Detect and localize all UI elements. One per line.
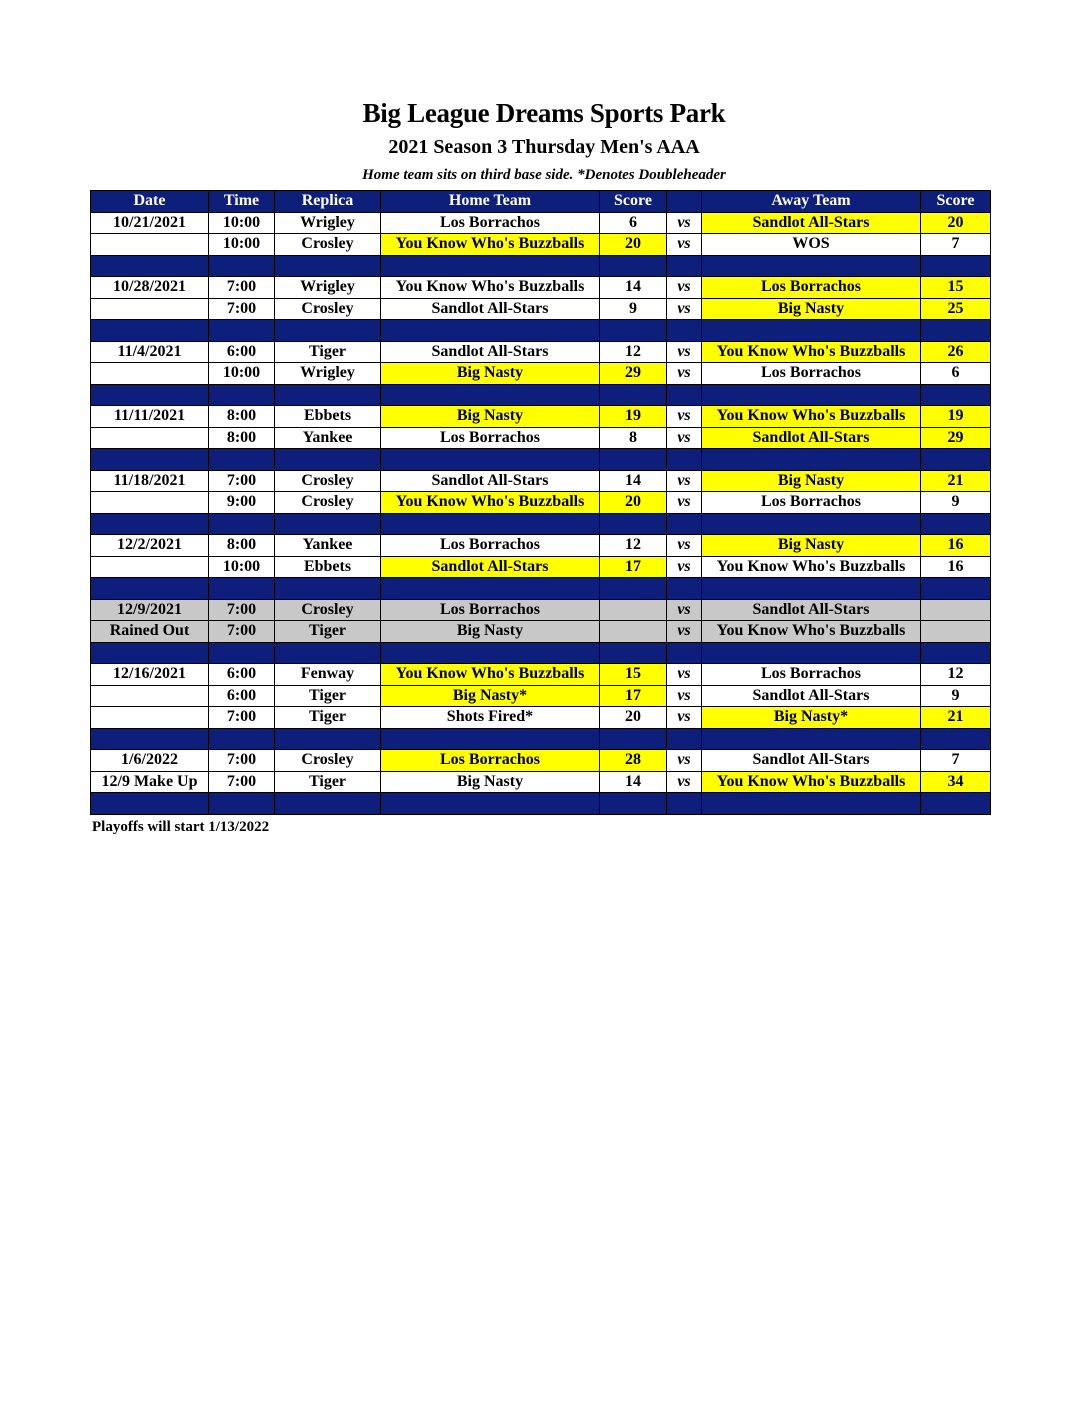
col-replica: Replica <box>275 191 381 213</box>
game-time: 8:00 <box>209 427 275 449</box>
game-row <box>91 664 991 686</box>
spacer-row <box>91 513 991 535</box>
spacer-cell <box>381 728 600 750</box>
vs-label: vs <box>667 298 702 320</box>
spacer-row <box>91 642 991 664</box>
game-date <box>91 363 209 385</box>
vs-label: vs <box>667 707 702 729</box>
spacer-row <box>91 793 991 815</box>
game-time: 6:00 <box>209 664 275 686</box>
away-score: 16 <box>921 556 991 578</box>
spacer-cell <box>381 449 600 471</box>
game-row <box>91 212 991 234</box>
spacer-row <box>91 449 991 471</box>
home-score: 28 <box>600 750 667 772</box>
game-time: 10:00 <box>209 363 275 385</box>
home-score: 17 <box>600 556 667 578</box>
home-team: Big Nasty <box>381 621 600 643</box>
spacer-cell <box>91 384 209 406</box>
spacer-cell <box>275 513 381 535</box>
game-time: 7:00 <box>209 750 275 772</box>
spacer-cell <box>209 384 275 406</box>
schedule-table <box>90 190 991 815</box>
home-score: 20 <box>600 707 667 729</box>
home-team: You Know Who's Buzzballs <box>381 234 600 256</box>
spacer-cell <box>209 728 275 750</box>
spacer-row <box>91 578 991 600</box>
spacer-cell <box>91 320 209 342</box>
home-score: 20 <box>600 234 667 256</box>
game-row <box>91 621 991 643</box>
game-replica: Tiger <box>275 621 381 643</box>
home-team: Los Borrachos <box>381 427 600 449</box>
away-team: Big Nasty <box>702 298 921 320</box>
game-date: 12/9/2021 <box>91 599 209 621</box>
spacer-cell <box>209 449 275 471</box>
away-team: Big Nasty <box>702 470 921 492</box>
away-score: 7 <box>921 750 991 772</box>
away-team: You Know Who's Buzzballs <box>702 406 921 428</box>
home-team: Big Nasty <box>381 406 600 428</box>
home-team: Big Nasty <box>381 363 600 385</box>
spacer-cell <box>381 255 600 277</box>
game-replica: Fenway <box>275 664 381 686</box>
header-row <box>91 191 991 213</box>
home-score: 17 <box>600 685 667 707</box>
away-score: 21 <box>921 707 991 729</box>
home-team: Los Borrachos <box>381 750 600 772</box>
away-score <box>921 621 991 643</box>
game-replica: Ebbets <box>275 406 381 428</box>
away-score: 15 <box>921 277 991 299</box>
spacer-cell <box>702 728 921 750</box>
away-team: You Know Who's Buzzballs <box>702 621 921 643</box>
game-date <box>91 492 209 514</box>
home-team: Sandlot All-Stars <box>381 556 600 578</box>
game-date: 1/6/2022 <box>91 750 209 772</box>
col-home-score: Score <box>600 191 667 213</box>
spacer-cell <box>275 255 381 277</box>
game-time: 9:00 <box>209 492 275 514</box>
game-row <box>91 707 991 729</box>
spacer-cell <box>381 513 600 535</box>
spacer-cell <box>600 578 667 600</box>
game-date: 10/28/2021 <box>91 277 209 299</box>
home-team: Sandlot All-Stars <box>381 298 600 320</box>
spacer-cell <box>600 793 667 815</box>
spacer-cell <box>91 793 209 815</box>
spacer-cell <box>275 578 381 600</box>
game-time: 8:00 <box>209 406 275 428</box>
game-row <box>91 363 991 385</box>
game-replica: Wrigley <box>275 363 381 385</box>
vs-label: vs <box>667 406 702 428</box>
spacer-cell <box>702 578 921 600</box>
schedule-body <box>91 212 991 814</box>
spacer-cell <box>600 513 667 535</box>
spacer-cell <box>91 449 209 471</box>
away-team: Los Borrachos <box>702 363 921 385</box>
spacer-cell <box>381 384 600 406</box>
vs-label: vs <box>667 341 702 363</box>
col-away-score: Score <box>921 191 991 213</box>
spacer-cell <box>667 255 702 277</box>
spacer-cell <box>209 320 275 342</box>
away-score: 7 <box>921 234 991 256</box>
game-date <box>91 707 209 729</box>
game-row <box>91 492 991 514</box>
game-date <box>91 427 209 449</box>
game-time: 7:00 <box>209 621 275 643</box>
spacer-cell <box>600 320 667 342</box>
spacer-cell <box>667 320 702 342</box>
game-time: 7:00 <box>209 771 275 793</box>
spacer-cell <box>702 449 921 471</box>
game-replica: Tiger <box>275 685 381 707</box>
game-replica: Crosley <box>275 599 381 621</box>
away-team: You Know Who's Buzzballs <box>702 341 921 363</box>
home-score: 14 <box>600 771 667 793</box>
vs-label: vs <box>667 771 702 793</box>
home-score: 9 <box>600 298 667 320</box>
away-team: Sandlot All-Stars <box>702 685 921 707</box>
game-replica: Ebbets <box>275 556 381 578</box>
away-team: Sandlot All-Stars <box>702 750 921 772</box>
spacer-row <box>91 384 991 406</box>
spacer-row <box>91 320 991 342</box>
game-row <box>91 750 991 772</box>
away-score <box>921 599 991 621</box>
spacer-cell <box>921 449 991 471</box>
game-row <box>91 406 991 428</box>
spacer-cell <box>702 513 921 535</box>
vs-label: vs <box>667 234 702 256</box>
away-team: Los Borrachos <box>702 664 921 686</box>
spacer-cell <box>381 642 600 664</box>
col-vs <box>667 191 702 213</box>
game-date: 12/9 Make Up <box>91 771 209 793</box>
spacer-cell <box>91 728 209 750</box>
home-team: You Know Who's Buzzballs <box>381 492 600 514</box>
away-score: 21 <box>921 470 991 492</box>
game-replica: Tiger <box>275 771 381 793</box>
spacer-cell <box>275 793 381 815</box>
home-team: Los Borrachos <box>381 212 600 234</box>
game-time: 6:00 <box>209 341 275 363</box>
spacer-cell <box>702 255 921 277</box>
game-time: 7:00 <box>209 599 275 621</box>
spacer-cell <box>667 384 702 406</box>
game-replica: Crosley <box>275 750 381 772</box>
away-team: Sandlot All-Stars <box>702 212 921 234</box>
spacer-cell <box>667 578 702 600</box>
spacer-cell <box>275 728 381 750</box>
vs-label: vs <box>667 470 702 492</box>
game-replica: Crosley <box>275 492 381 514</box>
spacer-cell <box>91 642 209 664</box>
spacer-cell <box>702 320 921 342</box>
spacer-cell <box>381 578 600 600</box>
game-replica: Crosley <box>275 298 381 320</box>
game-time: 10:00 <box>209 234 275 256</box>
spacer-cell <box>667 642 702 664</box>
away-team: Big Nasty <box>702 535 921 557</box>
spacer-cell <box>667 728 702 750</box>
page-title: Big League Dreams Sports Park <box>362 98 726 128</box>
spacer-cell <box>921 642 991 664</box>
game-time: 8:00 <box>209 535 275 557</box>
away-score: 16 <box>921 535 991 557</box>
vs-label: vs <box>667 427 702 449</box>
game-replica: Tiger <box>275 707 381 729</box>
game-row <box>91 535 991 557</box>
vs-label: vs <box>667 492 702 514</box>
game-time: 7:00 <box>209 707 275 729</box>
away-score: 12 <box>921 664 991 686</box>
game-replica: Crosley <box>275 470 381 492</box>
spacer-cell <box>921 513 991 535</box>
col-time: Time <box>209 191 275 213</box>
game-row <box>91 277 991 299</box>
spacer-cell <box>209 793 275 815</box>
game-row <box>91 427 991 449</box>
spacer-cell <box>91 578 209 600</box>
home-score: 19 <box>600 406 667 428</box>
home-team: Sandlot All-Stars <box>381 341 600 363</box>
vs-label: vs <box>667 599 702 621</box>
home-score: 20 <box>600 492 667 514</box>
vs-label: vs <box>667 750 702 772</box>
vs-label: vs <box>667 277 702 299</box>
game-date <box>91 556 209 578</box>
away-team: Sandlot All-Stars <box>702 427 921 449</box>
game-time: 7:00 <box>209 277 275 299</box>
spacer-cell <box>275 449 381 471</box>
home-team: Big Nasty <box>381 771 600 793</box>
home-score: 12 <box>600 341 667 363</box>
game-replica: Wrigley <box>275 277 381 299</box>
home-score: 29 <box>600 363 667 385</box>
game-date: 12/16/2021 <box>91 664 209 686</box>
spacer-row <box>91 728 991 750</box>
home-team: Los Borrachos <box>381 599 600 621</box>
col-date: Date <box>91 191 209 213</box>
away-team: WOS <box>702 234 921 256</box>
spacer-cell <box>921 384 991 406</box>
game-date: 11/18/2021 <box>91 470 209 492</box>
spacer-cell <box>381 793 600 815</box>
game-date <box>91 685 209 707</box>
game-time: 7:00 <box>209 470 275 492</box>
home-score: 12 <box>600 535 667 557</box>
game-date: 11/4/2021 <box>91 341 209 363</box>
home-score: 6 <box>600 212 667 234</box>
home-score: 8 <box>600 427 667 449</box>
spacer-cell <box>600 728 667 750</box>
spacer-cell <box>209 255 275 277</box>
game-replica: Yankee <box>275 535 381 557</box>
away-team: Sandlot All-Stars <box>702 599 921 621</box>
game-row <box>91 556 991 578</box>
away-score: 9 <box>921 685 991 707</box>
schedule-note: Home team sits on third base side. *Denotes Doubleheader <box>362 167 726 183</box>
game-row <box>91 685 991 707</box>
vs-label: vs <box>667 212 702 234</box>
vs-label: vs <box>667 664 702 686</box>
vs-label: vs <box>667 363 702 385</box>
game-date: 11/11/2021 <box>91 406 209 428</box>
spacer-cell <box>921 578 991 600</box>
spacer-cell <box>381 320 600 342</box>
game-row <box>91 234 991 256</box>
home-team: Big Nasty* <box>381 685 600 707</box>
col-away-team: Away Team <box>702 191 921 213</box>
spacer-cell <box>702 642 921 664</box>
spacer-cell <box>702 384 921 406</box>
spacer-cell <box>600 384 667 406</box>
game-row <box>91 298 991 320</box>
game-date: 12/2/2021 <box>91 535 209 557</box>
home-score: 14 <box>600 470 667 492</box>
away-score: 6 <box>921 363 991 385</box>
spacer-cell <box>209 578 275 600</box>
spacer-cell <box>91 513 209 535</box>
playoffs-note: Playoffs will start 1/13/2022 <box>92 819 270 835</box>
spacer-cell <box>209 642 275 664</box>
spacer-cell <box>275 320 381 342</box>
home-score <box>600 621 667 643</box>
vs-label: vs <box>667 685 702 707</box>
page-subtitle: 2021 Season 3 Thursday Men's AAA <box>388 136 700 158</box>
game-replica: Wrigley <box>275 212 381 234</box>
spacer-cell <box>921 255 991 277</box>
away-team: You Know Who's Buzzballs <box>702 771 921 793</box>
vs-label: vs <box>667 621 702 643</box>
vs-label: vs <box>667 556 702 578</box>
home-team: Shots Fired* <box>381 707 600 729</box>
home-team: You Know Who's Buzzballs <box>381 277 600 299</box>
spacer-cell <box>921 728 991 750</box>
away-score: 29 <box>921 427 991 449</box>
spacer-cell <box>921 320 991 342</box>
game-row <box>91 599 991 621</box>
game-replica: Crosley <box>275 234 381 256</box>
home-team: You Know Who's Buzzballs <box>381 664 600 686</box>
away-score: 25 <box>921 298 991 320</box>
away-team: Big Nasty* <box>702 707 921 729</box>
spacer-cell <box>91 255 209 277</box>
game-row <box>91 341 991 363</box>
spacer-cell <box>667 513 702 535</box>
spacer-cell <box>667 449 702 471</box>
game-time: 6:00 <box>209 685 275 707</box>
away-team: You Know Who's Buzzballs <box>702 556 921 578</box>
game-row <box>91 771 991 793</box>
spacer-cell <box>600 449 667 471</box>
spacer-cell <box>275 384 381 406</box>
home-score: 15 <box>600 664 667 686</box>
home-team: Los Borrachos <box>381 535 600 557</box>
game-time: 7:00 <box>209 298 275 320</box>
spacer-cell <box>702 793 921 815</box>
away-score: 34 <box>921 771 991 793</box>
away-team: Los Borrachos <box>702 277 921 299</box>
away-score: 26 <box>921 341 991 363</box>
home-score: 14 <box>600 277 667 299</box>
spacer-cell <box>921 793 991 815</box>
game-date: 10/21/2021 <box>91 212 209 234</box>
away-team: Los Borrachos <box>702 492 921 514</box>
vs-label: vs <box>667 535 702 557</box>
game-date: Rained Out <box>91 621 209 643</box>
game-replica: Yankee <box>275 427 381 449</box>
spacer-cell <box>667 793 702 815</box>
game-time: 10:00 <box>209 556 275 578</box>
home-score <box>600 599 667 621</box>
spacer-cell <box>600 255 667 277</box>
away-score: 19 <box>921 406 991 428</box>
away-score: 20 <box>921 212 991 234</box>
spacer-cell <box>209 513 275 535</box>
col-home-team: Home Team <box>381 191 600 213</box>
home-team: Sandlot All-Stars <box>381 470 600 492</box>
game-replica: Tiger <box>275 341 381 363</box>
away-score: 9 <box>921 492 991 514</box>
game-row <box>91 470 991 492</box>
game-date <box>91 298 209 320</box>
game-date <box>91 234 209 256</box>
spacer-row <box>91 255 991 277</box>
spacer-cell <box>275 642 381 664</box>
spacer-cell <box>600 642 667 664</box>
game-time: 10:00 <box>209 212 275 234</box>
